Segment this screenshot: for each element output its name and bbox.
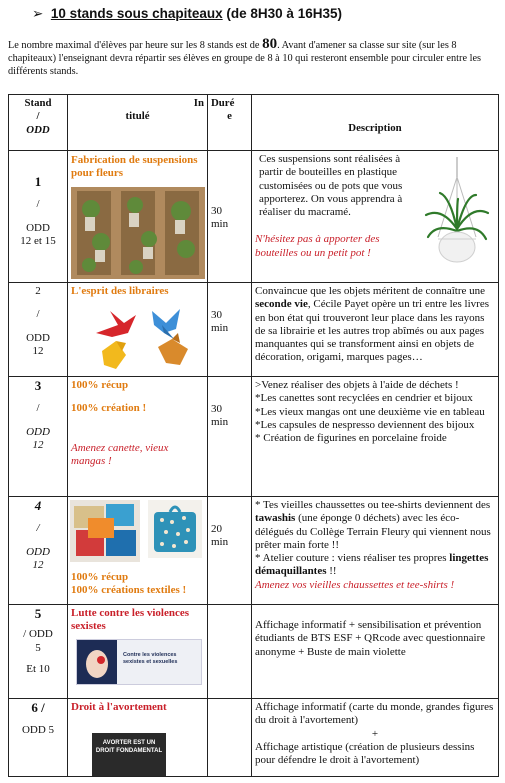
stand-cell: 4 / ODD 12	[9, 497, 68, 605]
origami-illustration	[92, 303, 202, 373]
header-description: Description	[252, 95, 499, 151]
table-row	[9, 497, 499, 605]
header-intitule: In titulé	[68, 95, 208, 151]
tawashi-photo	[148, 500, 202, 558]
table-row	[9, 699, 499, 777]
title-cell: 100% récup 100% création ! Amenez canette, vieux mangas !	[68, 377, 208, 497]
violence-poster: Contre les violences sexistes et sexuelles	[76, 639, 202, 685]
duration-cell: 30 min	[208, 151, 252, 283]
arrow-icon: ➢	[32, 6, 44, 21]
duration-cell	[208, 605, 252, 699]
abortion-poster: AVORTER EST UN DROIT FONDAMENTAL	[92, 733, 166, 777]
description-cell: * Tes vieilles chaussettes ou tee-shirts deviennent des tawashis (une éponge 0 déchets) avec les éco-délégués du Collège Terrain Fleury qui viennent nous prêter main forte !! * Atelier couture : viens réaliser tes propres lingettes démaquillantes !! Amenez vos vieilles chaussettes et tee-shirts !	[252, 497, 499, 605]
table-row	[9, 605, 499, 699]
stand-cell: 5 / ODD 5 Et 10	[9, 605, 68, 699]
duration-cell: 30 min	[208, 377, 252, 497]
title-cell: Fabrication de suspensions pour fleurs	[68, 151, 208, 283]
table-row	[9, 377, 499, 497]
description-cell: Affichage informatif (carte du monde, grandes figures du droit à l'avortement) + Affichage artistique (création de plusieurs dessins pour défendre le droit à l'avortement)	[252, 699, 499, 777]
stand-cell: 2 / ODD 12	[9, 283, 68, 377]
title-cell: Lutte contre les violences sexistes Contre les violences sexistes et sexuelles	[68, 605, 208, 699]
description-cell: Affichage informatif + sensibilisation et prévention étudiants de BTS ESF + QRcode avec questionnaire anonyme + Buste de main violette	[252, 605, 499, 699]
fabric-wipes-photo	[70, 500, 140, 562]
stand-cell: 3 / ODD 12	[9, 377, 68, 497]
table-row	[9, 151, 499, 283]
stand-cell: 6 / ODD 5	[9, 699, 68, 777]
plant-hanger-icon	[422, 157, 492, 275]
title-cell: Droit à l'avortement AVORTER EST UN DROIT FONDAMENTAL	[68, 699, 208, 777]
title-main: 10 stands sous chapiteaux	[50, 6, 223, 21]
duration-cell: 30 min	[208, 283, 252, 377]
duration-cell: 20 min	[208, 497, 252, 605]
description-cell: Ces suspensions sont réalisées à partir de bouteilles en plastique customisées ou de pots que vous apporterez. On vous apprendra à réaliser du macramé. N'hésitez pas à apporter des bouteilles ou un petit pot !	[252, 151, 499, 283]
description-cell: Convaincue que les objets méritent de connaître une seconde vie, Cécile Payet opère un tri entre les livres en bon état qui trouveront leur place dans les rayons de sa librairie et les autres trop abîmés ou aux pages manquantes qui se transforment ainsi en objets de décoration, origami, marques pages…	[252, 283, 499, 377]
poster-face-icon	[77, 640, 117, 684]
page-title	[32, 6, 342, 22]
title-cell: 100% récup 100% créations textiles !	[68, 497, 208, 605]
description-cell: >Venez réaliser des objets à l'aide de déchets ! *Les canettes sont recyclées en cendrier et bijoux *Les vieux mangas ont une deuxième vie en tableau *Les capsules de nespresso deviennent des bijoux * Création de figurines en porcelaine froide	[252, 377, 499, 497]
max-students: 80	[262, 36, 278, 52]
table-row	[9, 283, 499, 377]
header-stand: Stand / ODD	[9, 95, 68, 151]
title-hours: (de 8H30 à 16H35)	[222, 6, 342, 21]
intro-paragraph: Le nombre maximal d'élèves par heure sur les 8 stands est de 80. Avant d'amener sa classe sur site (sur les 8 chapiteaux) l'enseignant devra répartir ses élèves en groupe de 8 à 10 qui resteront ensemble pour circuler entre les différents stands.	[8, 36, 482, 77]
stands-table	[8, 94, 499, 777]
header-row	[9, 95, 499, 151]
duration-cell	[208, 699, 252, 777]
macrame-photo	[71, 187, 205, 279]
header-duree: Duré e	[208, 95, 252, 151]
stand-cell: 1 / ODD 12 et 15	[9, 151, 68, 283]
title-cell: L'esprit des libraires	[68, 283, 208, 377]
